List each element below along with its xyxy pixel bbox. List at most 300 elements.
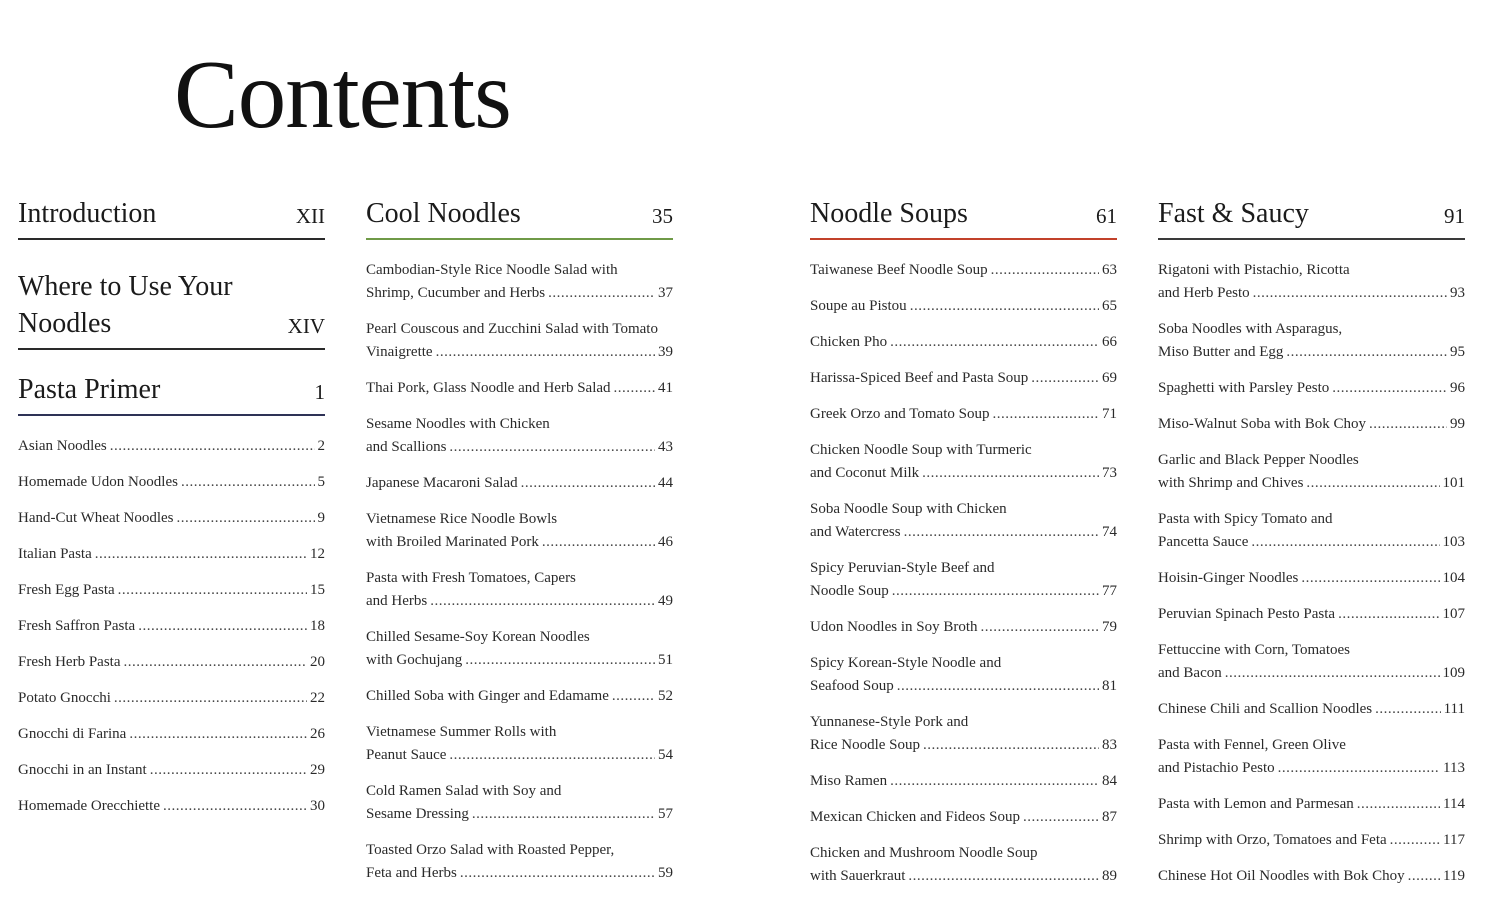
toc-entry-title: Japanese Macaroni Salad (366, 475, 518, 491)
toc-entry-line (810, 675, 1117, 698)
toc-entry[interactable] (366, 259, 673, 305)
toc-entry-page: 93 (1450, 285, 1465, 301)
toc-entry-page: 49 (658, 593, 673, 609)
toc-entry-page: 57 (658, 806, 673, 822)
toc-entry-title: Cold Ramen Salad with Soy and (366, 783, 562, 799)
dot-leader (897, 675, 1099, 698)
toc-entry-line (810, 403, 1117, 426)
toc-entry[interactable] (1158, 567, 1465, 590)
toc-entry-title: Pearl Couscous and Zucchini Salad with Tomato (366, 321, 658, 337)
toc-entry[interactable] (366, 413, 673, 459)
toc-entry-page: 84 (1102, 773, 1117, 789)
toc-entry-line (366, 282, 673, 305)
toc-entry-title: Garlic and Black Pepper Noodles (1158, 452, 1359, 468)
toc-entry-title: Feta and Herbs (366, 865, 457, 881)
toc-entry-title: Sesame Dressing (366, 806, 469, 822)
toc-entry[interactable] (18, 723, 325, 746)
toc-entry-page: 12 (310, 546, 325, 562)
section-page-number: 35 (652, 204, 673, 228)
toc-entry-title: with Broiled Marinated Pork (366, 534, 539, 550)
toc-entry-line (18, 543, 325, 566)
toc-entry-page: 30 (310, 798, 325, 814)
toc-entry-page: 89 (1102, 868, 1117, 884)
dot-leader (110, 435, 315, 458)
dot-leader (1369, 413, 1447, 436)
toc-entry[interactable] (18, 507, 325, 530)
toc-entry-line (18, 435, 325, 458)
toc-entry-title: Chinese Chili and Scallion Noodles (1158, 701, 1373, 717)
toc-entry-line (1158, 567, 1465, 590)
toc-entry-title: with Sauerkraut (810, 868, 906, 884)
dot-leader (1332, 377, 1447, 400)
toc-entry-page: 26 (310, 726, 325, 742)
toc-entry-line (366, 508, 673, 531)
toc-entry[interactable] (810, 331, 1117, 354)
dot-leader (472, 803, 655, 826)
toc-entry-title: Chicken and Mushroom Noodle Soup (810, 845, 1038, 861)
section-title (18, 268, 233, 342)
toc-entry-title: Chicken Pho (810, 334, 888, 350)
toc-entry[interactable] (366, 567, 673, 613)
dot-leader (991, 259, 1099, 282)
toc-entry-title: Vietnamese Summer Rolls with (366, 724, 557, 740)
toc-entry-title: Hand-Cut Wheat Noodles (18, 510, 174, 526)
toc-column-3 (810, 195, 1117, 901)
toc-entry-line (810, 498, 1117, 521)
toc-entry-page: 29 (310, 762, 325, 778)
toc-entry-title: Chinese Hot Oil Noodles with Bok Choy (1158, 868, 1405, 884)
toc-entry-line (18, 471, 325, 494)
toc-entry-line (366, 341, 673, 364)
dot-leader (123, 651, 307, 674)
toc-entry[interactable] (1158, 734, 1465, 780)
dot-leader (177, 507, 315, 530)
toc-entry[interactable] (810, 806, 1117, 829)
section-page-number: 1 (314, 380, 325, 404)
toc-entry[interactable] (18, 543, 325, 566)
toc-entry-title: Pasta with Spicy Tomato and (1158, 511, 1333, 527)
dot-leader (449, 744, 655, 767)
toc-entry-title: Miso Ramen (810, 773, 888, 789)
dot-leader (95, 543, 307, 566)
dot-leader (150, 759, 307, 782)
toc-entry-title: Pasta with Fennel, Green Olive (1158, 737, 1346, 753)
toc-entry-title: Miso-Walnut Soba with Bok Choy (1158, 416, 1366, 432)
toc-entry-line (1158, 508, 1465, 531)
toc-entry-page: 103 (1442, 534, 1465, 550)
toc-entry-line (18, 507, 325, 530)
toc-entry-page: 52 (658, 688, 673, 704)
toc-entry[interactable] (810, 711, 1117, 757)
toc-entry-title: Vinaigrette (366, 344, 433, 360)
toc-entry-page: 5 (317, 474, 325, 490)
toc-entry-page: 59 (658, 865, 673, 881)
dot-leader (922, 462, 1099, 485)
dot-leader (1301, 567, 1439, 590)
toc-entry-title: Spaghetti with Parsley Pesto (1158, 380, 1330, 396)
toc-column-2 (366, 195, 673, 898)
toc-entry-title: Shrimp, Cucumber and Herbs (366, 285, 546, 301)
toc-entry-line (366, 839, 673, 862)
toc-entry-page: 66 (1102, 334, 1117, 350)
toc-entry-page: 73 (1102, 465, 1117, 481)
toc-entry-page: 95 (1450, 344, 1465, 360)
toc-entry-page: 65 (1102, 298, 1117, 314)
toc-entry-line (1158, 793, 1465, 816)
toc-entry-title: Rice Noodle Soup (810, 737, 920, 753)
toc-entry[interactable] (810, 557, 1117, 603)
toc-entry-page: 44 (658, 475, 673, 491)
toc-entry-page: 9 (317, 510, 325, 526)
dot-leader (181, 471, 315, 494)
toc-entry-line (1158, 865, 1465, 888)
dot-leader (1357, 793, 1440, 816)
toc-entry-page: 79 (1102, 619, 1117, 635)
dot-leader (118, 579, 307, 602)
toc-entry[interactable] (1158, 508, 1465, 554)
dot-leader (1278, 757, 1440, 780)
section-entry-list (1158, 259, 1465, 888)
toc-entry-line (366, 436, 673, 459)
dot-leader (612, 685, 655, 708)
toc-entry-line (366, 531, 673, 554)
dot-leader (1338, 603, 1439, 626)
toc-entry-line (366, 649, 673, 672)
toc-entry-page: 51 (658, 652, 673, 668)
toc-entry-line (18, 795, 325, 818)
section-title: Introduction (18, 198, 157, 229)
toc-entry[interactable] (1158, 377, 1465, 400)
toc-entry[interactable] (366, 377, 673, 400)
toc-entry-line (366, 590, 673, 613)
toc-entry-line (810, 439, 1117, 462)
toc-entry-page: 39 (658, 344, 673, 360)
toc-entry-title: Chilled Soba with Ginger and Edamame (366, 688, 609, 704)
toc-entry-page: 111 (1443, 701, 1465, 717)
toc-entry-line (1158, 377, 1465, 400)
toc-entry[interactable] (810, 403, 1117, 426)
toc-entry-line (810, 711, 1117, 734)
toc-entry-line (1158, 449, 1465, 472)
toc-entry-page: 114 (1443, 796, 1465, 812)
dot-leader (890, 331, 1099, 354)
toc-entry-page: 99 (1450, 416, 1465, 432)
toc-entry[interactable] (18, 579, 325, 602)
toc-entry-line (1158, 472, 1465, 495)
toc-entry-line (366, 685, 673, 708)
toc-entry-title: Spicy Peruvian-Style Beef and (810, 560, 995, 576)
toc-entry-page: 74 (1102, 524, 1117, 540)
dot-leader (1286, 341, 1447, 364)
section-title-line: Where to Use Your (18, 271, 233, 302)
toc-entry-line (366, 413, 673, 436)
dot-leader (923, 734, 1099, 757)
toc-entry-title: with Gochujang (366, 652, 463, 668)
toc-entry-line (366, 721, 673, 744)
toc-column-1 (18, 195, 325, 831)
toc-entry[interactable] (1158, 603, 1465, 626)
dot-leader (904, 521, 1099, 544)
toc-entry-page: 117 (1443, 832, 1465, 848)
toc-entry[interactable] (810, 367, 1117, 390)
toc-entry-title: Soba Noodles with Asparagus, (1158, 321, 1343, 337)
toc-entry-title: Chicken Noodle Soup with Turmeric (810, 442, 1032, 458)
toc-entry-page: 101 (1442, 475, 1465, 491)
toc-entry-page: 15 (310, 582, 325, 598)
section-page-number: XIV (287, 314, 325, 338)
section-heading-where-to-use-your-noodles[interactable] (18, 268, 325, 350)
toc-entry-title: Greek Orzo and Tomato Soup (810, 406, 990, 422)
toc-entry-title: and Herb Pesto (1158, 285, 1250, 301)
dot-leader (1023, 806, 1099, 829)
dot-leader (163, 795, 307, 818)
toc-entry-title: and Pistachio Pesto (1158, 760, 1275, 776)
toc-entry-page: 22 (310, 690, 325, 706)
toc-entry-line (810, 462, 1117, 485)
toc-entry-title: Homemade Orecchiette (18, 798, 161, 814)
toc-entry-line (1158, 531, 1465, 554)
dot-leader (1253, 282, 1447, 305)
toc-entry-title: Fresh Egg Pasta (18, 582, 115, 598)
toc-entry-line (18, 759, 325, 782)
page-title: Contents (174, 41, 511, 148)
dot-leader (436, 341, 655, 364)
toc-entry[interactable] (810, 616, 1117, 639)
toc-entry-title: Harissa-Spiced Beef and Pasta Soup (810, 370, 1029, 386)
toc-entry-line (18, 723, 325, 746)
toc-entry-line (810, 295, 1117, 318)
toc-entry-line (1158, 757, 1465, 780)
toc-entry-page: 43 (658, 439, 673, 455)
dot-leader (460, 862, 655, 885)
toc-entry-line (810, 734, 1117, 757)
toc-entry-line (1158, 603, 1465, 626)
toc-entry[interactable] (810, 498, 1117, 544)
toc-entry[interactable] (1158, 829, 1465, 852)
toc-entry-page: 18 (310, 618, 325, 634)
section-title-line: Noodles (18, 308, 112, 339)
section-title: Fast & Saucy (1158, 198, 1309, 229)
toc-entry-line (366, 567, 673, 590)
toc-entry-title: Cambodian-Style Rice Noodle Salad with (366, 262, 618, 278)
toc-entry[interactable] (1158, 698, 1465, 721)
toc-entry[interactable] (1158, 793, 1465, 816)
dot-leader (1375, 698, 1440, 721)
toc-entry[interactable] (366, 839, 673, 885)
toc-entry-title: Pasta with Fresh Tomatoes, Capers (366, 570, 576, 586)
toc-entry-line (810, 652, 1117, 675)
toc-entry-line (810, 842, 1117, 865)
toc-entry-line (1158, 698, 1465, 721)
section-entry-list (366, 259, 673, 885)
toc-entry[interactable] (810, 439, 1117, 485)
toc-entry-title: and Herbs (366, 593, 428, 609)
toc-entry-page: 113 (1443, 760, 1465, 776)
toc-entry[interactable] (810, 652, 1117, 698)
toc-entry-line (810, 580, 1117, 603)
toc-entry[interactable] (18, 759, 325, 782)
toc-entry-title: Fresh Herb Pasta (18, 654, 121, 670)
toc-entry[interactable] (810, 295, 1117, 318)
toc-entry[interactable] (366, 472, 673, 495)
toc-entry[interactable] (810, 259, 1117, 282)
toc-entry-page: 2 (317, 438, 325, 454)
toc-entry-title: Mexican Chicken and Fideos Soup (810, 809, 1020, 825)
toc-entry-line (366, 377, 673, 400)
toc-entry-title: Rigatoni with Pistachio, Ricotta (1158, 262, 1350, 278)
toc-entry-title: Taiwanese Beef Noodle Soup (810, 262, 988, 278)
toc-entry-page: 69 (1102, 370, 1117, 386)
toc-entry[interactable] (366, 685, 673, 708)
toc-entry-title: and Coconut Milk (810, 465, 920, 481)
toc-entry-line (1158, 639, 1465, 662)
section-entry-list (18, 435, 325, 818)
toc-entry-title: Pasta with Lemon and Parmesan (1158, 796, 1354, 812)
toc-entry[interactable] (18, 471, 325, 494)
dot-leader (890, 770, 1099, 793)
toc-entry[interactable] (366, 626, 673, 672)
dot-leader (521, 472, 655, 495)
toc-entry-line (366, 744, 673, 767)
toc-entry[interactable] (1158, 865, 1465, 888)
toc-entry-line (810, 331, 1117, 354)
toc-entry-page: 107 (1442, 606, 1465, 622)
toc-entry[interactable] (18, 615, 325, 638)
section-heading-noodle-soups[interactable] (810, 195, 1117, 240)
toc-entry-title: Noodle Soup (810, 583, 889, 599)
toc-entry[interactable] (366, 318, 673, 364)
section-heading-cool-noodles[interactable] (366, 195, 673, 240)
toc-entry-page: 54 (658, 747, 673, 763)
toc-entry-title: and Bacon (1158, 665, 1222, 681)
toc-entry-line (1158, 829, 1465, 852)
section-title: Cool Noodles (366, 198, 521, 229)
toc-entry[interactable] (18, 435, 325, 458)
toc-entry-page: 81 (1102, 678, 1117, 694)
toc-entry-line (366, 472, 673, 495)
toc-entry-line (810, 865, 1117, 888)
toc-entry[interactable] (18, 795, 325, 818)
toc-entry-page: 63 (1102, 262, 1117, 278)
section-heading-pasta-primer[interactable] (18, 371, 325, 416)
dot-leader (908, 865, 1099, 888)
dot-leader (430, 590, 655, 613)
toc-entry[interactable] (1158, 449, 1465, 495)
toc-entry[interactable] (1158, 318, 1465, 364)
dot-leader (114, 687, 307, 710)
toc-entry-page: 104 (1442, 570, 1465, 586)
toc-entry-title: Seafood Soup (810, 678, 894, 694)
toc-entry-title: Shrimp with Orzo, Tomatoes and Feta (1158, 832, 1387, 848)
dot-leader (910, 295, 1099, 318)
toc-entry-page: 77 (1102, 583, 1117, 599)
toc-entry-line (810, 616, 1117, 639)
dot-leader (449, 436, 655, 459)
toc-entry-title: Toasted Orzo Salad with Roasted Pepper, (366, 842, 615, 858)
toc-entry-page: 41 (658, 380, 673, 396)
section-heading-introduction[interactable] (18, 195, 325, 240)
section-page-number: 91 (1444, 204, 1465, 228)
toc-entry-line (1158, 259, 1465, 282)
toc-entry-title: Gnocchi di Farina (18, 726, 127, 742)
toc-entry[interactable] (1158, 413, 1465, 436)
section-heading-fast-and-saucy[interactable] (1158, 195, 1465, 240)
toc-entry-line (810, 367, 1117, 390)
toc-entry-title: Italian Pasta (18, 546, 92, 562)
toc-entry[interactable] (810, 842, 1117, 888)
toc-entry-title: Pancetta Sauce (1158, 534, 1249, 550)
dot-leader (1225, 662, 1440, 685)
toc-entry-page: 87 (1102, 809, 1117, 825)
toc-entry-title: Yunnanese-Style Pork and (810, 714, 969, 730)
toc-entry[interactable] (18, 687, 325, 710)
toc-entry-title: and Scallions (366, 439, 447, 455)
dot-leader (892, 580, 1099, 603)
toc-entry[interactable] (366, 780, 673, 826)
toc-entry-line (366, 318, 673, 341)
toc-entry-title: Sesame Noodles with Chicken (366, 416, 550, 432)
section-page-number: 61 (1096, 204, 1117, 228)
dot-leader (1306, 472, 1439, 495)
section-title: Pasta Primer (18, 374, 161, 405)
toc-entry[interactable] (366, 508, 673, 554)
toc-entry-title: Homemade Udon Noodles (18, 474, 178, 490)
dot-leader (465, 649, 655, 672)
toc-entry-title: Gnocchi in an Instant (18, 762, 147, 778)
toc-entry-line (1158, 734, 1465, 757)
toc-entry-line (18, 687, 325, 710)
toc-entry-line (810, 259, 1117, 282)
toc-entry-title: Hoisin-Ginger Noodles (1158, 570, 1299, 586)
dot-leader (542, 531, 655, 554)
toc-entry-title: with Shrimp and Chives (1158, 475, 1304, 491)
toc-column-4 (1158, 195, 1465, 901)
dot-leader (1251, 531, 1439, 554)
toc-entry-title: Udon Noodles in Soy Broth (810, 619, 978, 635)
section-entry-list (810, 259, 1117, 888)
toc-entry-line (18, 651, 325, 674)
toc-entry[interactable] (1158, 639, 1465, 685)
toc-entry-page: 20 (310, 654, 325, 670)
toc-entry-page: 83 (1102, 737, 1117, 753)
toc-entry-title: Soupe au Pistou (810, 298, 907, 314)
toc-entry-page: 119 (1443, 868, 1465, 884)
toc-entry-title: Thai Pork, Glass Noodle and Herb Salad (366, 380, 611, 396)
dot-leader (138, 615, 307, 638)
toc-entry-line (1158, 318, 1465, 341)
toc-entry-title: Peanut Sauce (366, 747, 447, 763)
toc-entry-line (366, 626, 673, 649)
toc-entry[interactable] (810, 770, 1117, 793)
dot-leader (1031, 367, 1099, 390)
toc-entry-line (366, 780, 673, 803)
toc-entry-line (810, 770, 1117, 793)
toc-entry[interactable] (1158, 259, 1465, 305)
toc-entry-title: Spicy Korean-Style Noodle and (810, 655, 1002, 671)
toc-entry-title: Potato Gnocchi (18, 690, 111, 706)
toc-entry-line (366, 862, 673, 885)
toc-entry-title: Vietnamese Rice Noodle Bowls (366, 511, 558, 527)
dot-leader (1390, 829, 1440, 852)
toc-entry-line (18, 579, 325, 602)
toc-entry[interactable] (366, 721, 673, 767)
toc-entry-title: Asian Noodles (18, 438, 107, 454)
toc-entry-line (1158, 282, 1465, 305)
toc-entry[interactable] (18, 651, 325, 674)
toc-entry-page: 37 (658, 285, 673, 301)
toc-entry-line (810, 557, 1117, 580)
toc-entry-line (18, 615, 325, 638)
